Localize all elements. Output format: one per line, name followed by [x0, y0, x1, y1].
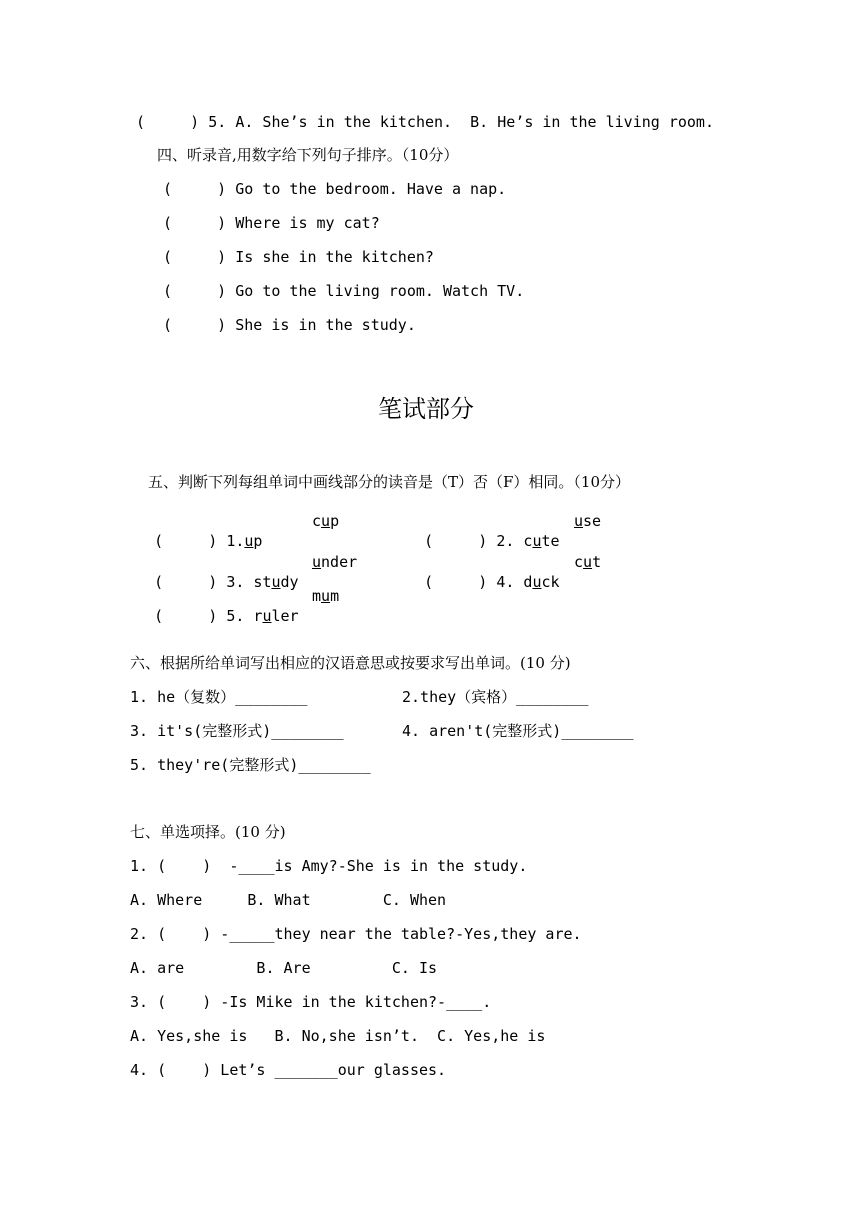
section-5-heading: 五、判断下列每组单词中画线部分的读音是（T）否（F）相同。（10分） [148, 473, 631, 491]
word: under [312, 553, 358, 571]
word: cup [312, 512, 340, 530]
word: cut [574, 553, 602, 571]
word: up [244, 532, 263, 550]
section-7-heading: 七、单选项择。(10 分) [130, 823, 286, 841]
options-line: A. Yes,she is B. No,she isn’t. C. Yes,he is [130, 1027, 546, 1045]
list-item: ( ) Go to the living room. Watch TV. [163, 282, 525, 300]
list-item: 2.they（宾格）________ [402, 688, 589, 706]
word: mum [312, 587, 340, 605]
list-item: ( ) 4. duck [424, 573, 560, 591]
question-line: 4. ( ) Let’s _______our glasses. [130, 1061, 447, 1079]
list-item: ( ) 3. study [154, 573, 299, 591]
list-item: 4. aren't(完整形式)________ [402, 722, 634, 740]
list-item: ( ) Is she in the kitchen? [163, 248, 434, 266]
word: ruler [253, 607, 299, 625]
question-line: 1. ( ) -____is Amy?-She is in the study. [130, 857, 528, 875]
list-item: ( ) 1.up [154, 532, 263, 550]
list-item: 5. they're(完整形式)________ [130, 756, 371, 774]
page-title: 笔试部分 [378, 395, 474, 423]
word: cute [523, 532, 560, 550]
options-line: A. Where B. What C. When [130, 891, 447, 909]
question-line: 3. ( ) -Is Mike in the kitchen?-____. [130, 993, 492, 1011]
list-item: ( ) 2. cute [424, 532, 560, 550]
word: study [253, 573, 299, 591]
word: use [574, 512, 602, 530]
options-line: A. are B. Are C. Is [130, 959, 438, 977]
list-item: ( ) She is in the study. [163, 316, 416, 334]
word: duck [523, 573, 560, 591]
section-4-heading: 四、听录音,用数字给下列句子排序。（10分） [157, 146, 459, 164]
list-item: ( ) 5. ruler [154, 607, 299, 625]
list-item: 1. he（复数）________ [130, 688, 308, 706]
section-6-heading: 六、根据所给单词写出相应的汉语意思或按要求写出单词。(10 分) [130, 654, 571, 672]
list-item: 3. it's(完整形式)________ [130, 722, 344, 740]
question-line: 2. ( ) -_____they near the table?-Yes,they are. [130, 925, 582, 943]
previous-question-5: ( ) 5. A. She’s in the kitchen. B. He’s in the living room. [136, 113, 714, 131]
list-item: ( ) Where is my cat? [163, 214, 380, 232]
list-item: ( ) Go to the bedroom. Have a nap. [163, 180, 507, 198]
